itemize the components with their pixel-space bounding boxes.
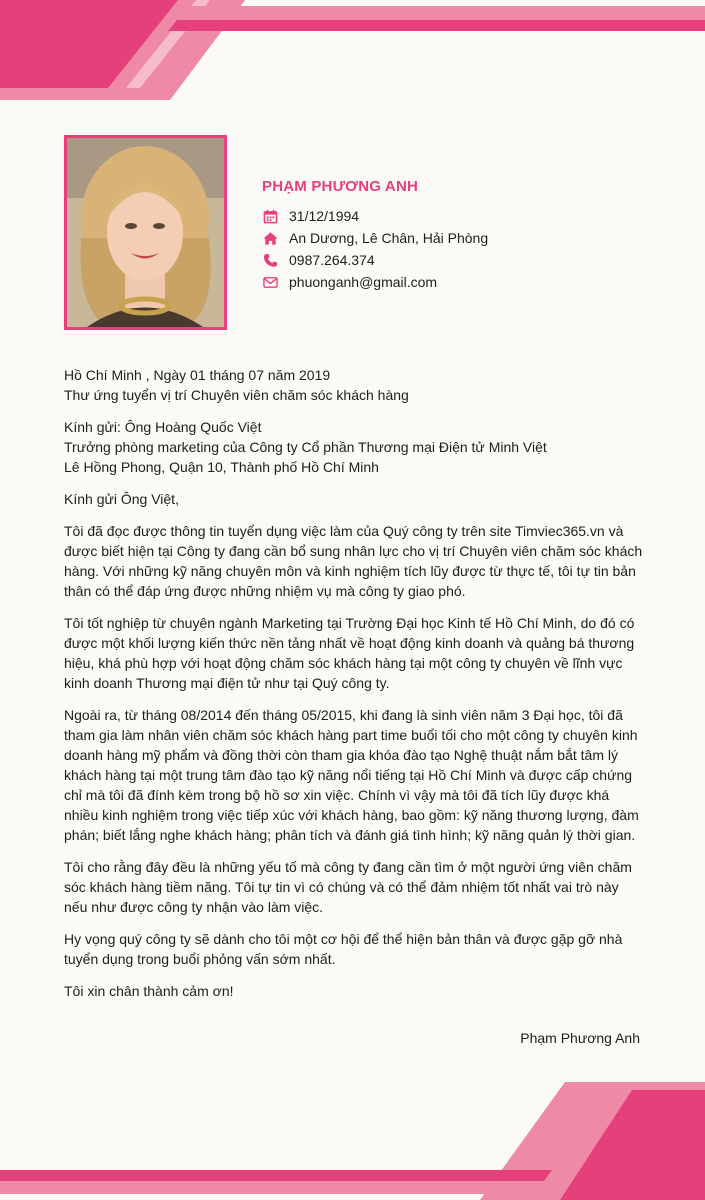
recipient-block [64, 417, 644, 477]
address: An Dương, Lê Chân, Hải Phòng [289, 230, 489, 246]
recipient-title: Trưởng phòng marketing của Công ty Cổ phần Thương mại Điện tử Minh Việt [64, 439, 547, 455]
salutation: Kính gửi Ông Việt, [64, 491, 179, 507]
recipient-address: Lê Hồng Phong, Quận 10, Thành phố Hồ Chí Minh [64, 459, 379, 475]
paragraph: Tôi đã đọc được thông tin tuyển dụng việc làm của Quý công ty trên site Timviec365.vn và được biết hiện tại Công ty đang cần bổ sung nhân lực cho vị trí Chuyên viên chăm sóc khách hàng. Với những kỹ năng chuyên môn và kinh nghiệm tích lũy được từ thực tế, tôi tự tin bản thân có thể đáp ứng được những nhiệm vụ mà công ty giao phó. [64, 523, 643, 599]
profile-photo [64, 135, 227, 330]
letter-subject: Thư ứng tuyển vị trí Chuyên viên chăm sóc khách hàng [64, 387, 409, 403]
email-row [262, 271, 488, 293]
paragraph: Hy vọng quý công ty sẽ dành cho tôi một cơ hội để thể hiện bản thân và được gặp gỡ nhà tuyển dụng trong buổi phỏng vấn sớm nhất. [64, 931, 623, 967]
signature: Phạm Phương Anh [520, 1030, 640, 1046]
phone-row [262, 249, 488, 271]
letter-header [64, 365, 644, 405]
closing: Tôi xin chân thành cảm ơn! [64, 983, 234, 999]
phone-number: 0987.264.374 [289, 252, 375, 268]
email-icon [262, 274, 279, 291]
recipient-name: Kính gửi: Ông Hoàng Quốc Việt [64, 419, 262, 435]
email-address: phuonganh@gmail.com [289, 274, 438, 290]
paragraph: Tôi tốt nghiệp từ chuyên ngành Marketing tại Trường Đại học Kinh tế Hồ Chí Minh, do đó có được một khối lượng kiến thức nền tảng nhất về hoạt động kinh doanh và quảng bá thương hiệu, khá phù hợp với hoạt động chăm sóc khách hàng tại một công ty chuyên về lĩnh vực kinh doanh Thương mại điện tử như tại Quý công ty. [64, 615, 635, 691]
address-row [262, 227, 488, 249]
place-date: Hồ Chí Minh , Ngày 01 tháng 07 năm 2019 [64, 367, 331, 383]
birthdate-row [262, 205, 488, 227]
cover-letter-body [64, 365, 644, 1013]
home-icon [262, 230, 279, 247]
candidate-name: PHẠM PHƯƠNG ANH [262, 178, 419, 195]
calendar-icon [262, 208, 279, 225]
paragraph: Tôi cho rằng đây đều là những yếu tố mà công ty đang cần tìm ở một người ứng viên chăm sóc khách hàng tiềm năng. Tôi tự tin vì có chúng và có thể đảm nhiệm tốt nhất vai trò này nếu như được công ty nhận vào làm việc. [64, 859, 632, 915]
contact-block [262, 178, 488, 293]
phone-icon [262, 252, 279, 269]
paragraph: Ngoài ra, từ tháng 08/2014 đến tháng 05/2015, khi đang là sinh viên năm 3 Đại học, tôi đã tham gia làm nhân viên chăm sóc khách hàng part time buổi tối cho một công ty chuyên kinh doanh hàng mỹ phẩm và đồng thời còn tham gia khóa đào tạo Nghệ thuật nắm bắt tâm lý khách hàng tại một trung tâm đào tạo kỹ năng nổi tiếng tại Hồ Chí Minh và được cấp chứng chỉ mà tôi đã đính kèm trong bộ hồ sơ xin việc. Chính vì vậy mà tôi đã tích lũy được khá nhiều kinh nghiệm trong việc tiếp xúc với khách hàng, bao gồm: kỹ năng thương lượng, đàm phán; biết lắng nghe khách hàng; phân tích và đánh giá tình hình; kỹ năng quản lý thời gian. [64, 707, 639, 843]
birthdate: 31/12/1994 [289, 208, 360, 224]
